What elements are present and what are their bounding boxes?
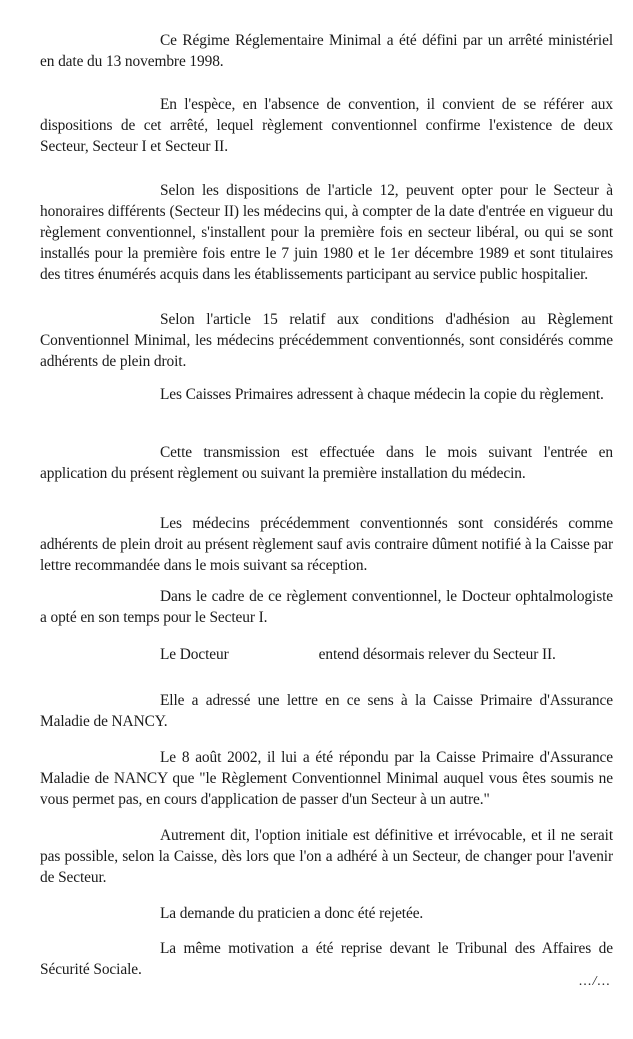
docteur-label: Le Docteur bbox=[160, 646, 229, 663]
continuation-mark: .../... bbox=[579, 974, 611, 989]
paragraph-lettre-caisse: Elle a adressé une lettre en ce sens à la Caisse Primaire d'Assurance Maladie de NANCY. bbox=[40, 692, 613, 730]
paragraph-caisses-primaires: Les Caisses Primaires adressent à chaque médecin la copie du règlement. bbox=[160, 386, 604, 403]
paragraph-tribunal: La même motivation a été reprise devant le Tribunal des Affaires de Sécurité Sociale. bbox=[40, 940, 613, 978]
docteur-statement: entend désormais relever du Secteur II. bbox=[318, 646, 556, 663]
paragraph-cadre-reglement: Dans le cadre de ce règlement conventionnel, le Docteur ophtalmologiste a opté en son temps pour le Secteur I. bbox=[40, 588, 613, 626]
paragraph-reponse-caisse: Le 8 août 2002, il lui a été répondu par la Caisse Primaire d'Assurance Maladie de NANCY que "le Règlement Conventionnel Minimal auquel vous êtes soumis ne vous permet pas, en cours d'application de passer d'un Secteur à un autre." bbox=[40, 749, 613, 808]
paragraph-option-initiale: Autrement dit, l'option initiale est définitive et irrévocable, et il ne serait pas possible, selon la Caisse, dès lors que l'on a adhéré à un Secteur, de changer pour l'avenir de Secteur. bbox=[40, 827, 613, 886]
paragraph-demande-rejetee: La demande du praticien a donc été rejetée. bbox=[160, 905, 424, 922]
paragraph-article-15: Selon l'article 15 relatif aux conditions d'adhésion au Règlement Conventionnel Minimal, les médecins précédemment conventionnés, sont considérés comme adhérents de plein droit. bbox=[40, 311, 613, 370]
paragraph-regime-minimal: Ce Régime Réglementaire Minimal a été défini par un arrêté ministériel en date du 13 novembre 1998. bbox=[40, 32, 613, 70]
paragraph-medecins-conventionnes: Les médecins précédemment conventionnés sont considérés comme adhérents de plein droit au présent règlement sauf avis contraire dûment notifié à la Caisse par lettre recommandée dans le mois suivant sa réception. bbox=[40, 515, 613, 574]
paragraph-absence-convention: En l'espèce, en l'absence de convention, il convient de se référer aux dispositions de cet arrêté, lequel règlement conventionnel confirme l'existence de deux Secteur, Secteur I et Secteur II. bbox=[40, 96, 613, 155]
paragraph-docteur-secteur-2 bbox=[40, 644, 613, 665]
paragraph-transmission: Cette transmission est effectuée dans le mois suivant l'entrée en application du présent règlement ou suivant la première installation du médecin. bbox=[40, 444, 613, 482]
paragraph-article-12: Selon les dispositions de l'article 12, peuvent opter pour le Secteur à honoraires différents (Secteur II) les médecins qui, à compter de la date d'entrée en vigueur du règlement conventionnel, s'installent pour la première fois en secteur libéral, ou qui se sont installés pour la première fois entre le 7 juin 1980 et le 1er décembre 1989 et sont titulaires des titres énumérés acquis dans les établissements participant au service public hospitalier. bbox=[40, 182, 613, 283]
